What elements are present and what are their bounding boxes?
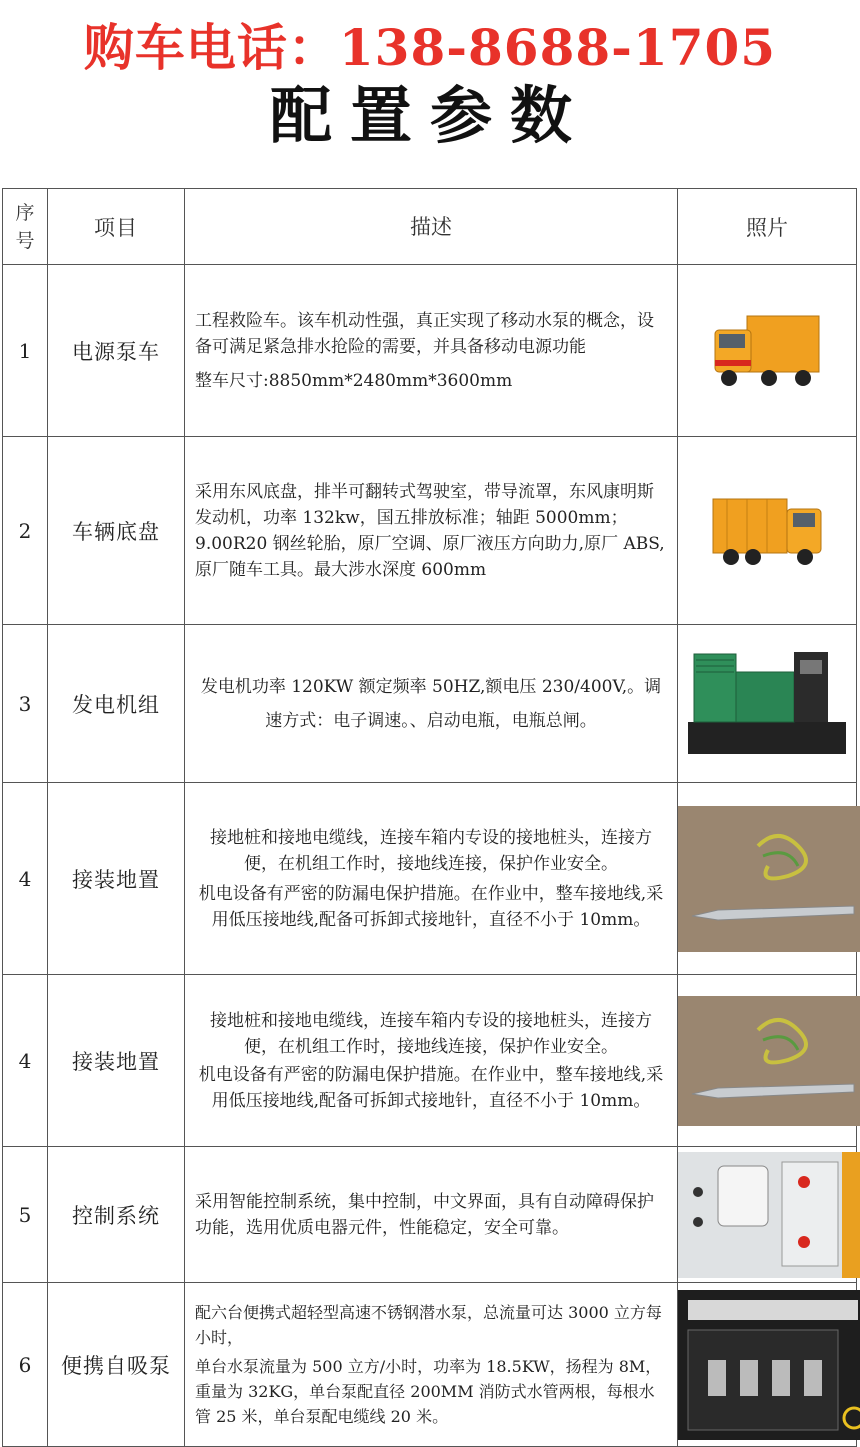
row-description (185, 783, 678, 975)
row-description (185, 1147, 678, 1283)
row-number: 5 (3, 1147, 48, 1283)
row-photo (678, 437, 857, 625)
row-number: 6 (3, 1283, 48, 1447)
yellow-truck-side-image (707, 489, 827, 573)
desc-paragraph: 工程救险车。该车机动性强，真正实现了移动水泵的概念，设备可满足紧急排水抢险的需要，并具备移动电源功能 (195, 310, 654, 357)
table-header-row (3, 189, 857, 265)
grounding-rod-image (678, 996, 860, 1126)
desc-paragraph: 机电设备有严密的防漏电保护措施。在作业中，整车接地线,采用低压接地线,配备可拆卸式接地针，直径不小于 10mm。 (198, 1064, 664, 1111)
row-description (185, 1283, 678, 1447)
row-item: 接装地置 (48, 783, 185, 975)
table-row (3, 1147, 857, 1283)
table-row (3, 265, 857, 437)
row-photo (678, 265, 857, 437)
desc-paragraph: 配六台便携式超轻型高速不锈钢潜水泵，总流量可达 3000 立方每小时， (195, 1303, 662, 1347)
row-photo (678, 783, 857, 975)
desc-paragraph: 发电机功率 120KW 额定频率 50HZ,额电压 230/400V,。调速方式：电子调速。、启动电瓶，电瓶总闸。 (200, 676, 662, 731)
table-row (3, 783, 857, 975)
row-description (185, 265, 678, 437)
row-number: 3 (3, 625, 48, 783)
desc-paragraph: 接地桩和接地电缆线，连接车箱内专设的接地桩头，连接方便，在机组工作时，接地线连接，保护作业安全。 (210, 1010, 652, 1057)
table-row (3, 625, 857, 783)
row-number: 2 (3, 437, 48, 625)
desc-paragraph: 整车尺寸:8850mm*2480mm*3600mm (195, 370, 513, 391)
row-description (185, 625, 678, 783)
header-seq-top: 序 (15, 201, 35, 224)
desc-paragraph: 单台水泵流量为 500 立方/小时，功率为 18.5KW，扬程为 8M，重量为 32KG，单台泵配直径 200MM 消防式水管两根，每根水管 25 米，单台泵配电缆线 20 米。 (195, 1357, 662, 1426)
row-item: 便携自吸泵 (48, 1283, 185, 1447)
desc-paragraph: 采用智能控制系统，集中控制，中文界面，具有自动障碍保护功能，选用优质电器元件，性能稳定，安全可靠。 (195, 1191, 654, 1238)
header-item: 项目 (48, 189, 185, 265)
grounding-rod-image (678, 806, 860, 952)
header-photo: 照片 (678, 189, 857, 265)
row-photo (678, 1283, 857, 1447)
row-number: 4 (3, 783, 48, 975)
spec-table (2, 188, 857, 1447)
row-description (185, 437, 678, 625)
row-photo (678, 625, 857, 783)
table-row (3, 1283, 857, 1447)
row-item: 发电机组 (48, 625, 185, 783)
header-desc: 描述 (185, 189, 678, 265)
pump-compartment-image (678, 1290, 860, 1440)
row-item: 电源泵车 (48, 265, 185, 437)
row-number: 4 (3, 975, 48, 1147)
purchase-phone-line: 购车电话：138-8688-1705 (83, 18, 777, 77)
row-photo (678, 975, 857, 1147)
row-item: 控制系统 (48, 1147, 185, 1283)
row-number: 1 (3, 265, 48, 437)
row-item: 接装地置 (48, 975, 185, 1147)
row-item: 车辆底盘 (48, 437, 185, 625)
row-description (185, 975, 678, 1147)
desc-paragraph: 机电设备有严密的防漏电保护措施。在作业中，整车接地线,采用低压接地线,配备可拆卸式接地针，直径不小于 10mm。 (198, 883, 664, 930)
control-cabinet-image (678, 1152, 860, 1278)
table-row (3, 437, 857, 625)
header-seq (3, 189, 48, 265)
header-seq-bottom: 号 (15, 229, 35, 252)
desc-paragraph: 采用东风底盘，排半可翻转式驾驶室，带导流罩，东风康明斯发动机，功率 132kw，国五排放标准；轴距 5000mm；9.00R20 钢丝轮胎，原厂空调、原厂液压方向助力,原厂 ABS,原厂随车工具。最大涉水深度 600mm (195, 481, 665, 580)
desc-paragraph: 接地桩和接地电缆线，连接车箱内专设的接地桩头，连接方便，在机组工作时，接地线连接，保护作业安全。 (210, 827, 652, 874)
page-title: 配置参数 (269, 79, 590, 152)
yellow-truck-front-image (707, 306, 827, 396)
row-photo (678, 1147, 857, 1283)
generator-set-image (682, 644, 852, 764)
table-row (3, 975, 857, 1147)
